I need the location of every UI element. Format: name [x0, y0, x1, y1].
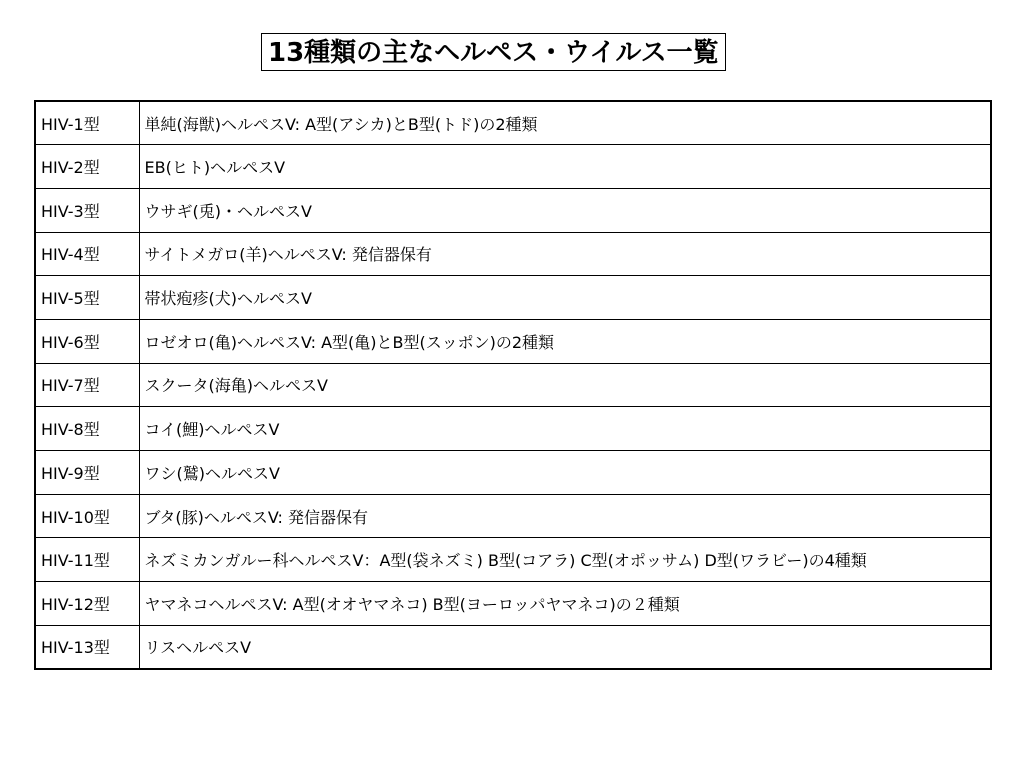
- table-row: [35, 451, 991, 495]
- table-row: [35, 538, 991, 582]
- virus-type-cell: HIV-2型: [35, 145, 139, 189]
- virus-type-cell: HIV-13型: [35, 625, 139, 669]
- virus-type-cell: HIV-6型: [35, 319, 139, 363]
- virus-description-cell: リスヘルペスV: [139, 625, 991, 669]
- virus-description-cell: ネズミカンガルー科ヘルペスV：A型(袋ネズミ) B型(コアラ) C型(オポッサム) D型(ワラビー)の4種類: [139, 538, 991, 582]
- virus-type-cell: HIV-5型: [35, 276, 139, 320]
- virus-description-cell: 帯状疱疹(犬)ヘルペスV: [139, 276, 991, 320]
- page-title: 13種類の主なヘルペス・ウイルス一覧: [261, 33, 726, 71]
- virus-description-cell: EB(ヒト)ヘルペスV: [139, 145, 991, 189]
- virus-type-cell: HIV-11型: [35, 538, 139, 582]
- table-row: [35, 145, 991, 189]
- herpes-virus-table: [34, 100, 992, 670]
- table-row: [35, 494, 991, 538]
- virus-type-cell: HIV-4型: [35, 232, 139, 276]
- table-row: [35, 101, 991, 145]
- virus-type-cell: HIV-1型: [35, 101, 139, 145]
- virus-description-cell: コイ(鯉)ヘルペスV: [139, 407, 991, 451]
- virus-type-cell: HIV-7型: [35, 363, 139, 407]
- table-row: [35, 276, 991, 320]
- table-row: [35, 625, 991, 669]
- virus-type-cell: HIV-10型: [35, 494, 139, 538]
- virus-description-cell: ブタ(豚)ヘルペスV: 発信器保有: [139, 494, 991, 538]
- virus-type-cell: HIV-9型: [35, 451, 139, 495]
- virus-description-cell: ロゼオロ(亀)ヘルペスV: A型(亀)とB型(スッポン)の2種類: [139, 319, 991, 363]
- virus-type-cell: HIV-8型: [35, 407, 139, 451]
- virus-type-cell: HIV-3型: [35, 188, 139, 232]
- virus-type-cell: HIV-12型: [35, 582, 139, 626]
- virus-description-cell: ワシ(鷲)ヘルペスV: [139, 451, 991, 495]
- table-body: [35, 101, 991, 669]
- virus-description-cell: サイトメガロ(羊)ヘルペスV: 発信器保有: [139, 232, 991, 276]
- virus-description-cell: ウサギ(兎)・ヘルペスV: [139, 188, 991, 232]
- table-row: [35, 407, 991, 451]
- table-row: [35, 582, 991, 626]
- table-row: [35, 319, 991, 363]
- virus-description-cell: 単純(海獣)ヘルペスV: A型(アシカ)とB型(トド)の2種類: [139, 101, 991, 145]
- virus-description-cell: スクータ(海亀)ヘルペスV: [139, 363, 991, 407]
- virus-description-cell: ヤマネコヘルペスV: A型(オオヤマネコ) B型(ヨーロッパヤマネコ)の２種類: [139, 582, 991, 626]
- table-row: [35, 188, 991, 232]
- table-row: [35, 363, 991, 407]
- table-row: [35, 232, 991, 276]
